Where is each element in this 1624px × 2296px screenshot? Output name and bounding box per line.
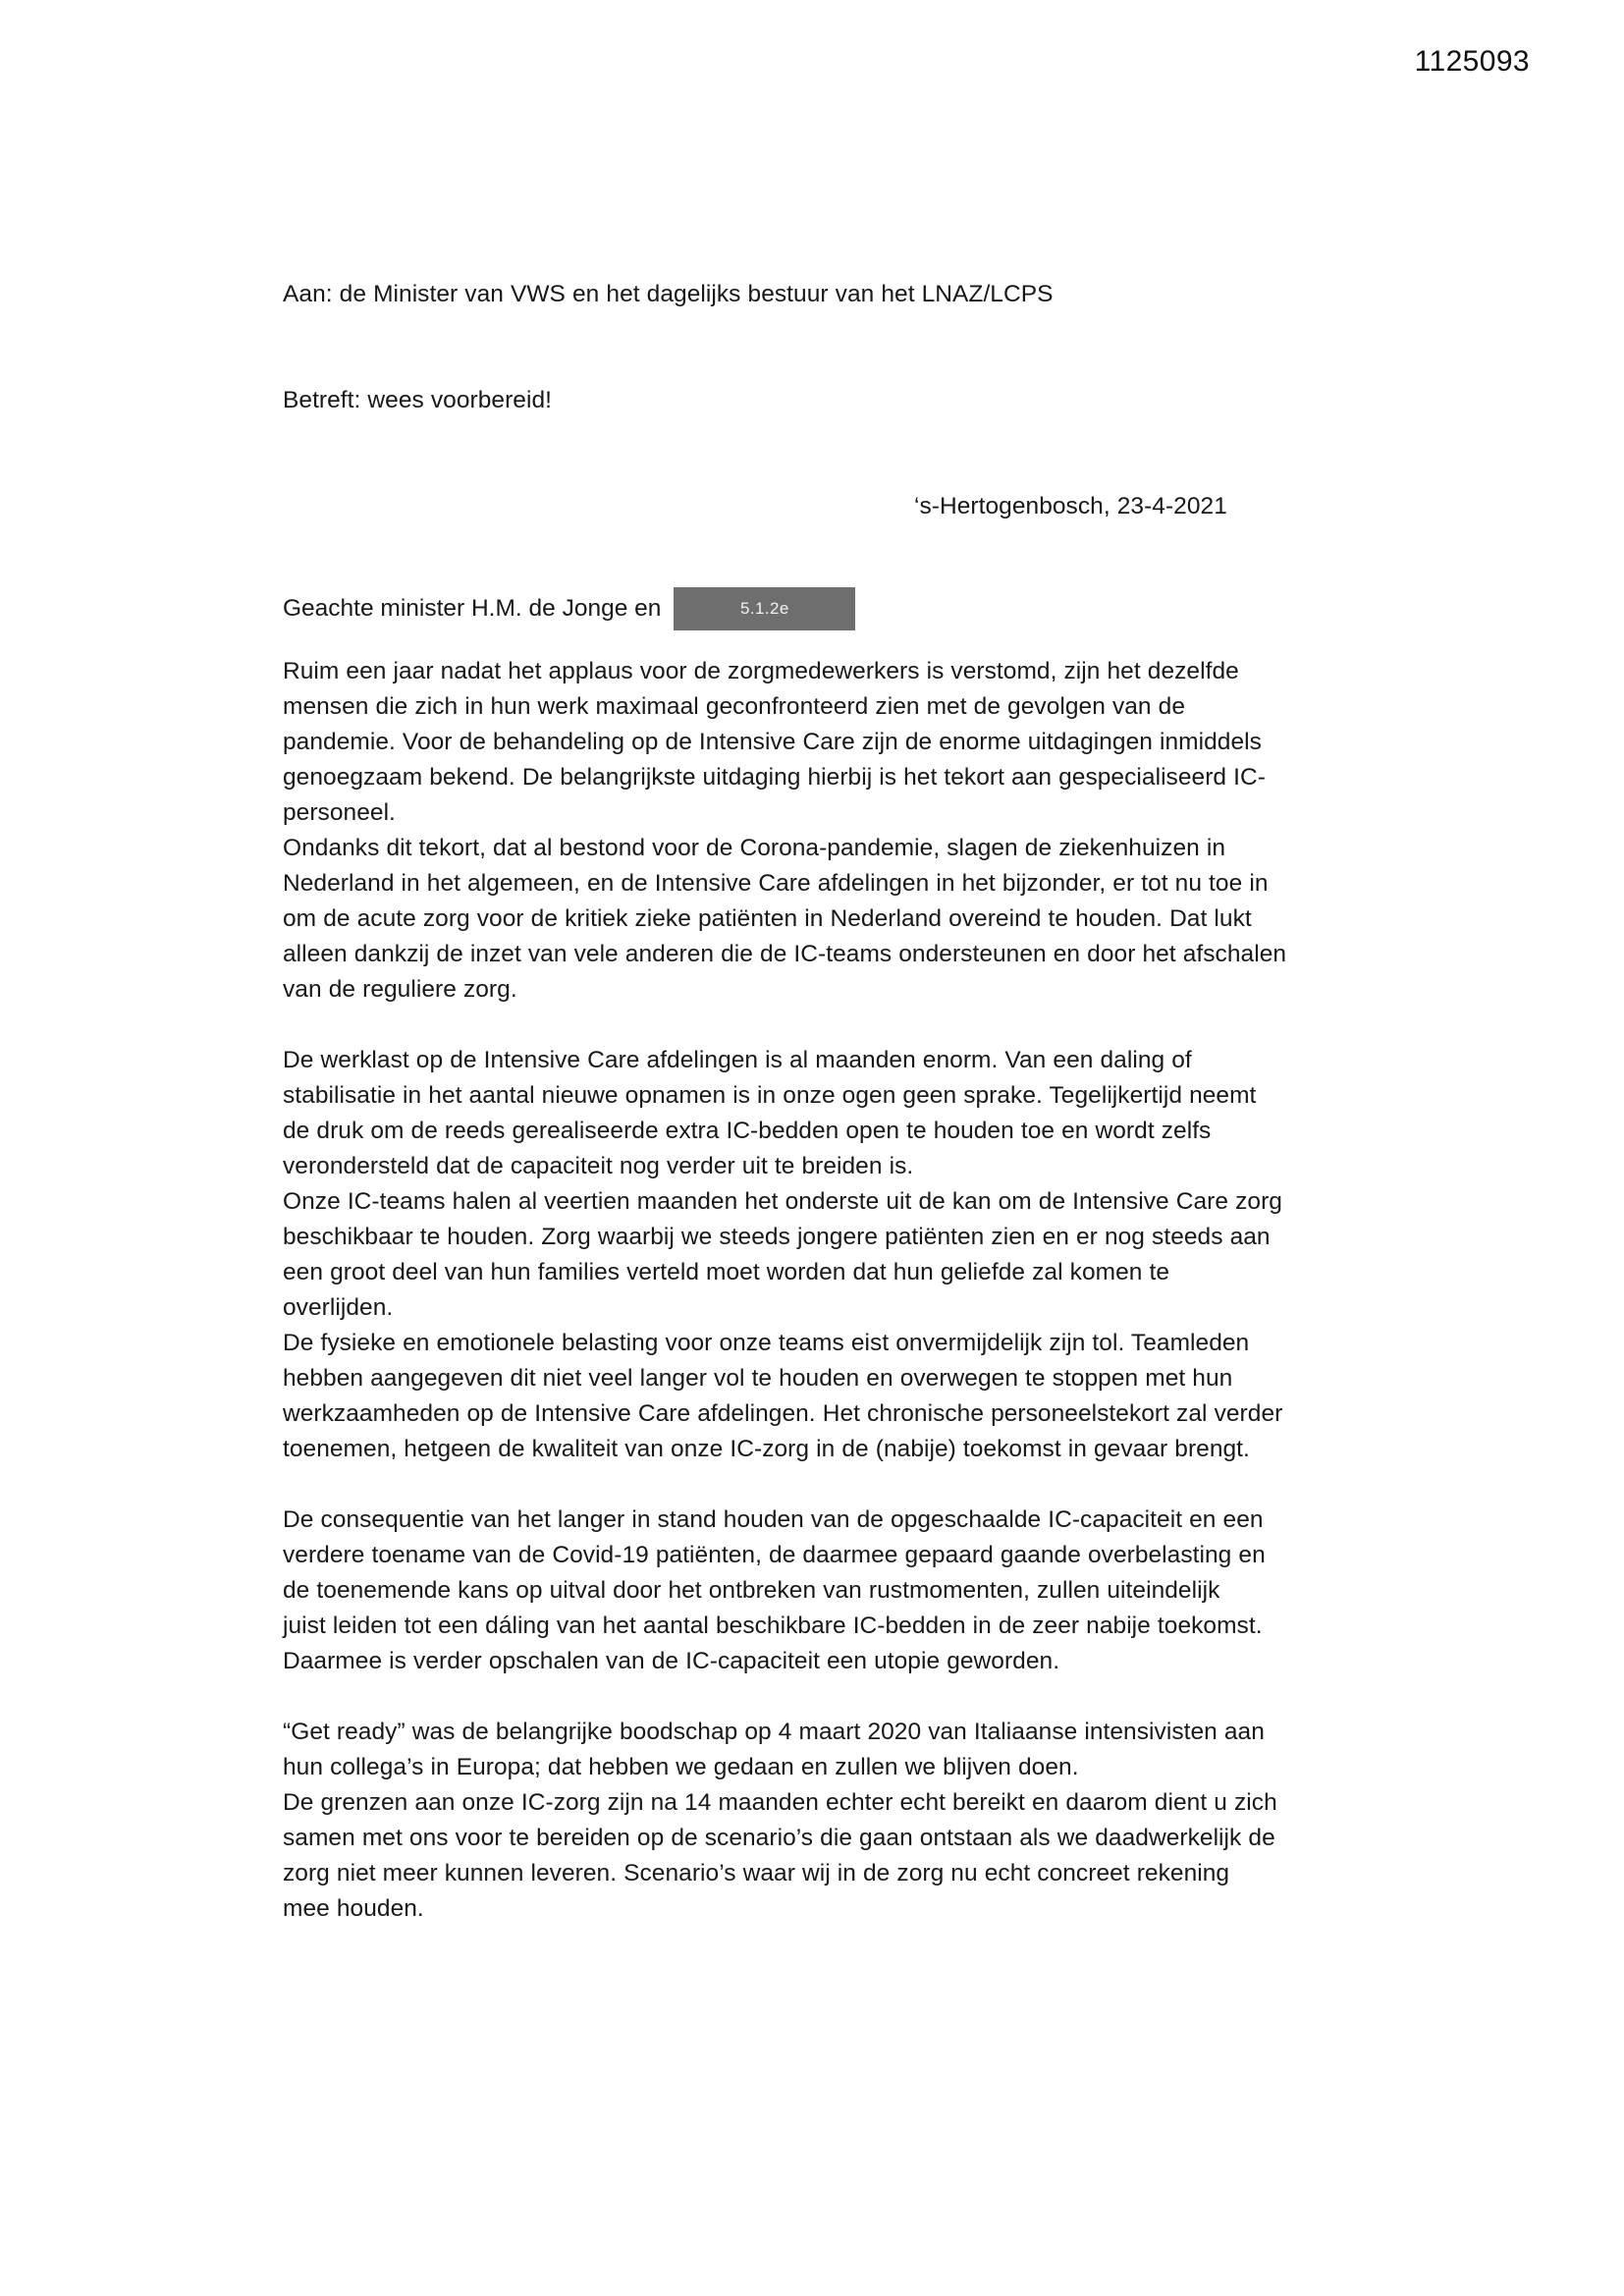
dateline: ‘s-Hertogenbosch, 23-4-2021 (914, 493, 1227, 519)
paragraph-line: Ruim een jaar nadat het applaus voor de zorgmedewerkers is verstomd, zijn het dezelfde (283, 658, 1239, 684)
document-reference-number: 1125093 (1414, 45, 1530, 78)
subject-line: Betreft: wees voorbereid! (283, 387, 553, 413)
paragraph-line: personeel. (283, 799, 396, 826)
paragraph-line: genoegzaam bekend. De belangrijkste uitdaging hierbij is het tekort aan gespecialiseerd IC- (283, 764, 1266, 791)
paragraph-line: Nederland in het algemeen, en de Intensive Care afdelingen in het bijzonder, er tot nu toe in (283, 870, 1269, 897)
redaction-block: 5.1.2e (674, 587, 855, 630)
paragraph-4 (283, 1715, 1353, 1927)
salutation-text: Geachte minister H.M. de Jonge en (283, 595, 662, 622)
paragraph-line: mee houden. (283, 1895, 424, 1922)
paragraph-line: om de acute zorg voor de kritiek zieke patiënten in Nederland overeind te houden. Dat lukt (283, 905, 1252, 932)
paragraph-line: mensen die zich in hun werk maximaal geconfronteerd zien met de gevolgen van de (283, 693, 1186, 720)
paragraph-line: Onze IC-teams halen al veertien maanden het onderste uit de kan om de Intensive Care zorg (283, 1188, 1282, 1215)
paragraph-line: beschikbaar te houden. Zorg waarbij we steeds jongere patiënten zien en er nog steeds aan (283, 1224, 1271, 1250)
paragraph-line: hun collega’s in Europa; dat hebben we gedaan en zullen we blijven doen. (283, 1754, 1079, 1780)
paragraph-line: “Get ready” was de belangrijke boodschap op 4 maart 2020 van Italiaanse intensivisten aan (283, 1719, 1265, 1745)
paragraph-line: stabilisatie in het aantal nieuwe opnamen is in onze ogen geen sprake. Tegelijkertijd neemt (283, 1082, 1257, 1109)
paragraph-2 (283, 1043, 1353, 1467)
paragraph-1 (283, 654, 1353, 1008)
paragraph-line: alleen dankzij de inzet van vele anderen die de IC-teams ondersteunen en door het afschalen (283, 941, 1287, 967)
paragraph-line: de toenemende kans op uitval door het ontbreken van rustmomenten, zullen uiteindelijk (283, 1577, 1220, 1604)
paragraph-line: samen met ons voor te bereiden op de scenario’s die gaan ontstaan als we daadwerkelijk de (283, 1825, 1275, 1851)
paragraph-line: De consequentie van het langer in stand houden van de opgeschaalde IC-capaciteit en een (283, 1506, 1264, 1533)
paragraph-line: pandemie. Voor de behandeling op de Intensive Care zijn de enorme uitdagingen inmiddels (283, 729, 1262, 755)
paragraph-line: een groot deel van hun families verteld moet worden dat hun geliefde zal komen te (283, 1259, 1170, 1285)
paragraph-line: Ondanks dit tekort, dat al bestond voor de Corona-pandemie, slagen de ziekenhuizen in (283, 835, 1226, 861)
paragraph-line: van de reguliere zorg. (283, 976, 517, 1003)
addressee-line: Aan: de Minister van VWS en het dagelijks bestuur van het LNAZ/LCPS (283, 281, 1054, 307)
letter-body (283, 277, 1353, 1927)
paragraph-line: zorg niet meer kunnen leveren. Scenario’s waar wij in de zorg nu echt concreet rekening (283, 1860, 1230, 1886)
paragraph-line: verondersteld dat de capaciteit nog verder uit te breiden is. (283, 1153, 914, 1179)
paragraph-line: overlijden. (283, 1294, 394, 1321)
paragraph-line: de druk om de reeds gerealiseerde extra IC-bedden open te houden toe en wordt zelfs (283, 1118, 1212, 1144)
paragraph-line: Daarmee is verder opschalen van de IC-capaciteit een utopie geworden. (283, 1648, 1060, 1674)
paragraph-line: De grenzen aan onze IC-zorg zijn na 14 maanden echter echt bereikt en daarom dient u zich (283, 1789, 1277, 1816)
paragraph-line: hebben aangegeven dit niet veel langer vol te houden en overwegen te stoppen met hun (283, 1365, 1233, 1392)
paragraph-line: juist leiden tot een dáling van het aantal beschikbare IC-bedden in de zeer nabije toekomst. (283, 1613, 1263, 1639)
paragraph-line: toenemen, hetgeen de kwaliteit van onze IC-zorg in de (nabije) toekomst in gevaar brengt. (283, 1436, 1250, 1462)
paragraph-line: De fysieke en emotionele belasting voor onze teams eist onvermijdelijk zijn tol. Teamleden (283, 1330, 1250, 1356)
paragraph-line: De werklast op de Intensive Care afdelingen is al maanden enorm. Van een daling of (283, 1047, 1192, 1073)
paragraph-3 (283, 1503, 1353, 1679)
paragraph-line: werkzaamheden op de Intensive Care afdelingen. Het chronische personeelstekort zal verder (283, 1400, 1283, 1427)
salutation-line (283, 583, 1353, 634)
paragraph-line: verdere toename van de Covid-19 patiënten, de daarmee gepaard gaande overbelasting en (283, 1542, 1266, 1568)
